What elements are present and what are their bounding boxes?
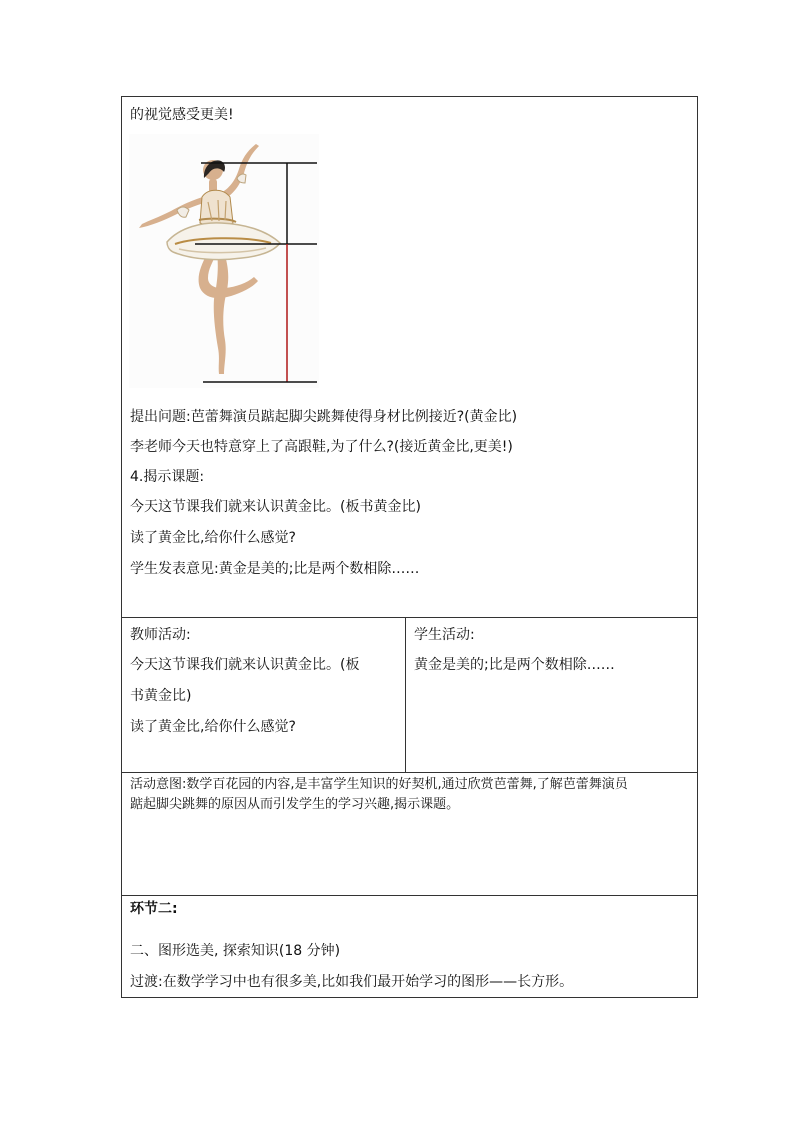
intro-line-5: 今天这节课我们就来认识黄金比。(板书黄金比)	[130, 499, 421, 515]
activity-intent-line-2: 踮起脚尖跳舞的原因从而引发学生的学习兴趣,揭示课题。	[130, 797, 460, 812]
intro-line-3: 李老师今天也特意穿上了高跟鞋,为了什么?(接近黄金比,更美!)	[130, 439, 513, 455]
teacher-activity-line-1: 今天这节课我们就来认识黄金比。(板	[130, 657, 360, 673]
section-two-heading: 环节二:	[130, 901, 178, 917]
column-divider	[405, 618, 406, 773]
teacher-activity-line-2: 书黄金比)	[130, 688, 192, 704]
intro-line-2: 提出问题:芭蕾舞演员踮起脚尖跳舞使得身材比例接近?(黄金比)	[130, 409, 518, 425]
student-activity-line: 黄金是美的;比是两个数相除……	[414, 657, 615, 673]
ballet-figure	[129, 134, 319, 388]
lesson-table	[121, 96, 698, 998]
activity-intent-line-1: 活动意图:数学百花园的内容,是丰富学生知识的好契机,通过欣赏芭蕾舞,了解芭蕾舞演员	[130, 777, 628, 792]
section-two-title: 二、图形选美, 探索知识(18 分钟)	[130, 943, 341, 959]
intro-line-7: 学生发表意见:黄金是美的;比是两个数相除……	[130, 561, 420, 577]
section-two-transition: 过渡:在数学学习中也有很多美,比如我们最开始学习的图形——长方形。	[130, 974, 574, 990]
lesson-section-intro	[122, 97, 697, 618]
intro-line-4: 4.揭示课题:	[130, 469, 205, 485]
section-two	[122, 896, 697, 999]
teacher-activity-line-3: 读了黄金比,给你什么感觉?	[130, 719, 296, 735]
student-activity-title: 学生活动:	[414, 627, 475, 643]
activity-split-section	[122, 618, 697, 773]
teacher-activity-title: 教师活动:	[130, 627, 191, 643]
intro-line-6: 读了黄金比,给你什么感觉?	[130, 530, 296, 546]
activity-intent-section	[122, 773, 697, 896]
intro-line-1: 的视觉感受更美!	[130, 107, 234, 123]
